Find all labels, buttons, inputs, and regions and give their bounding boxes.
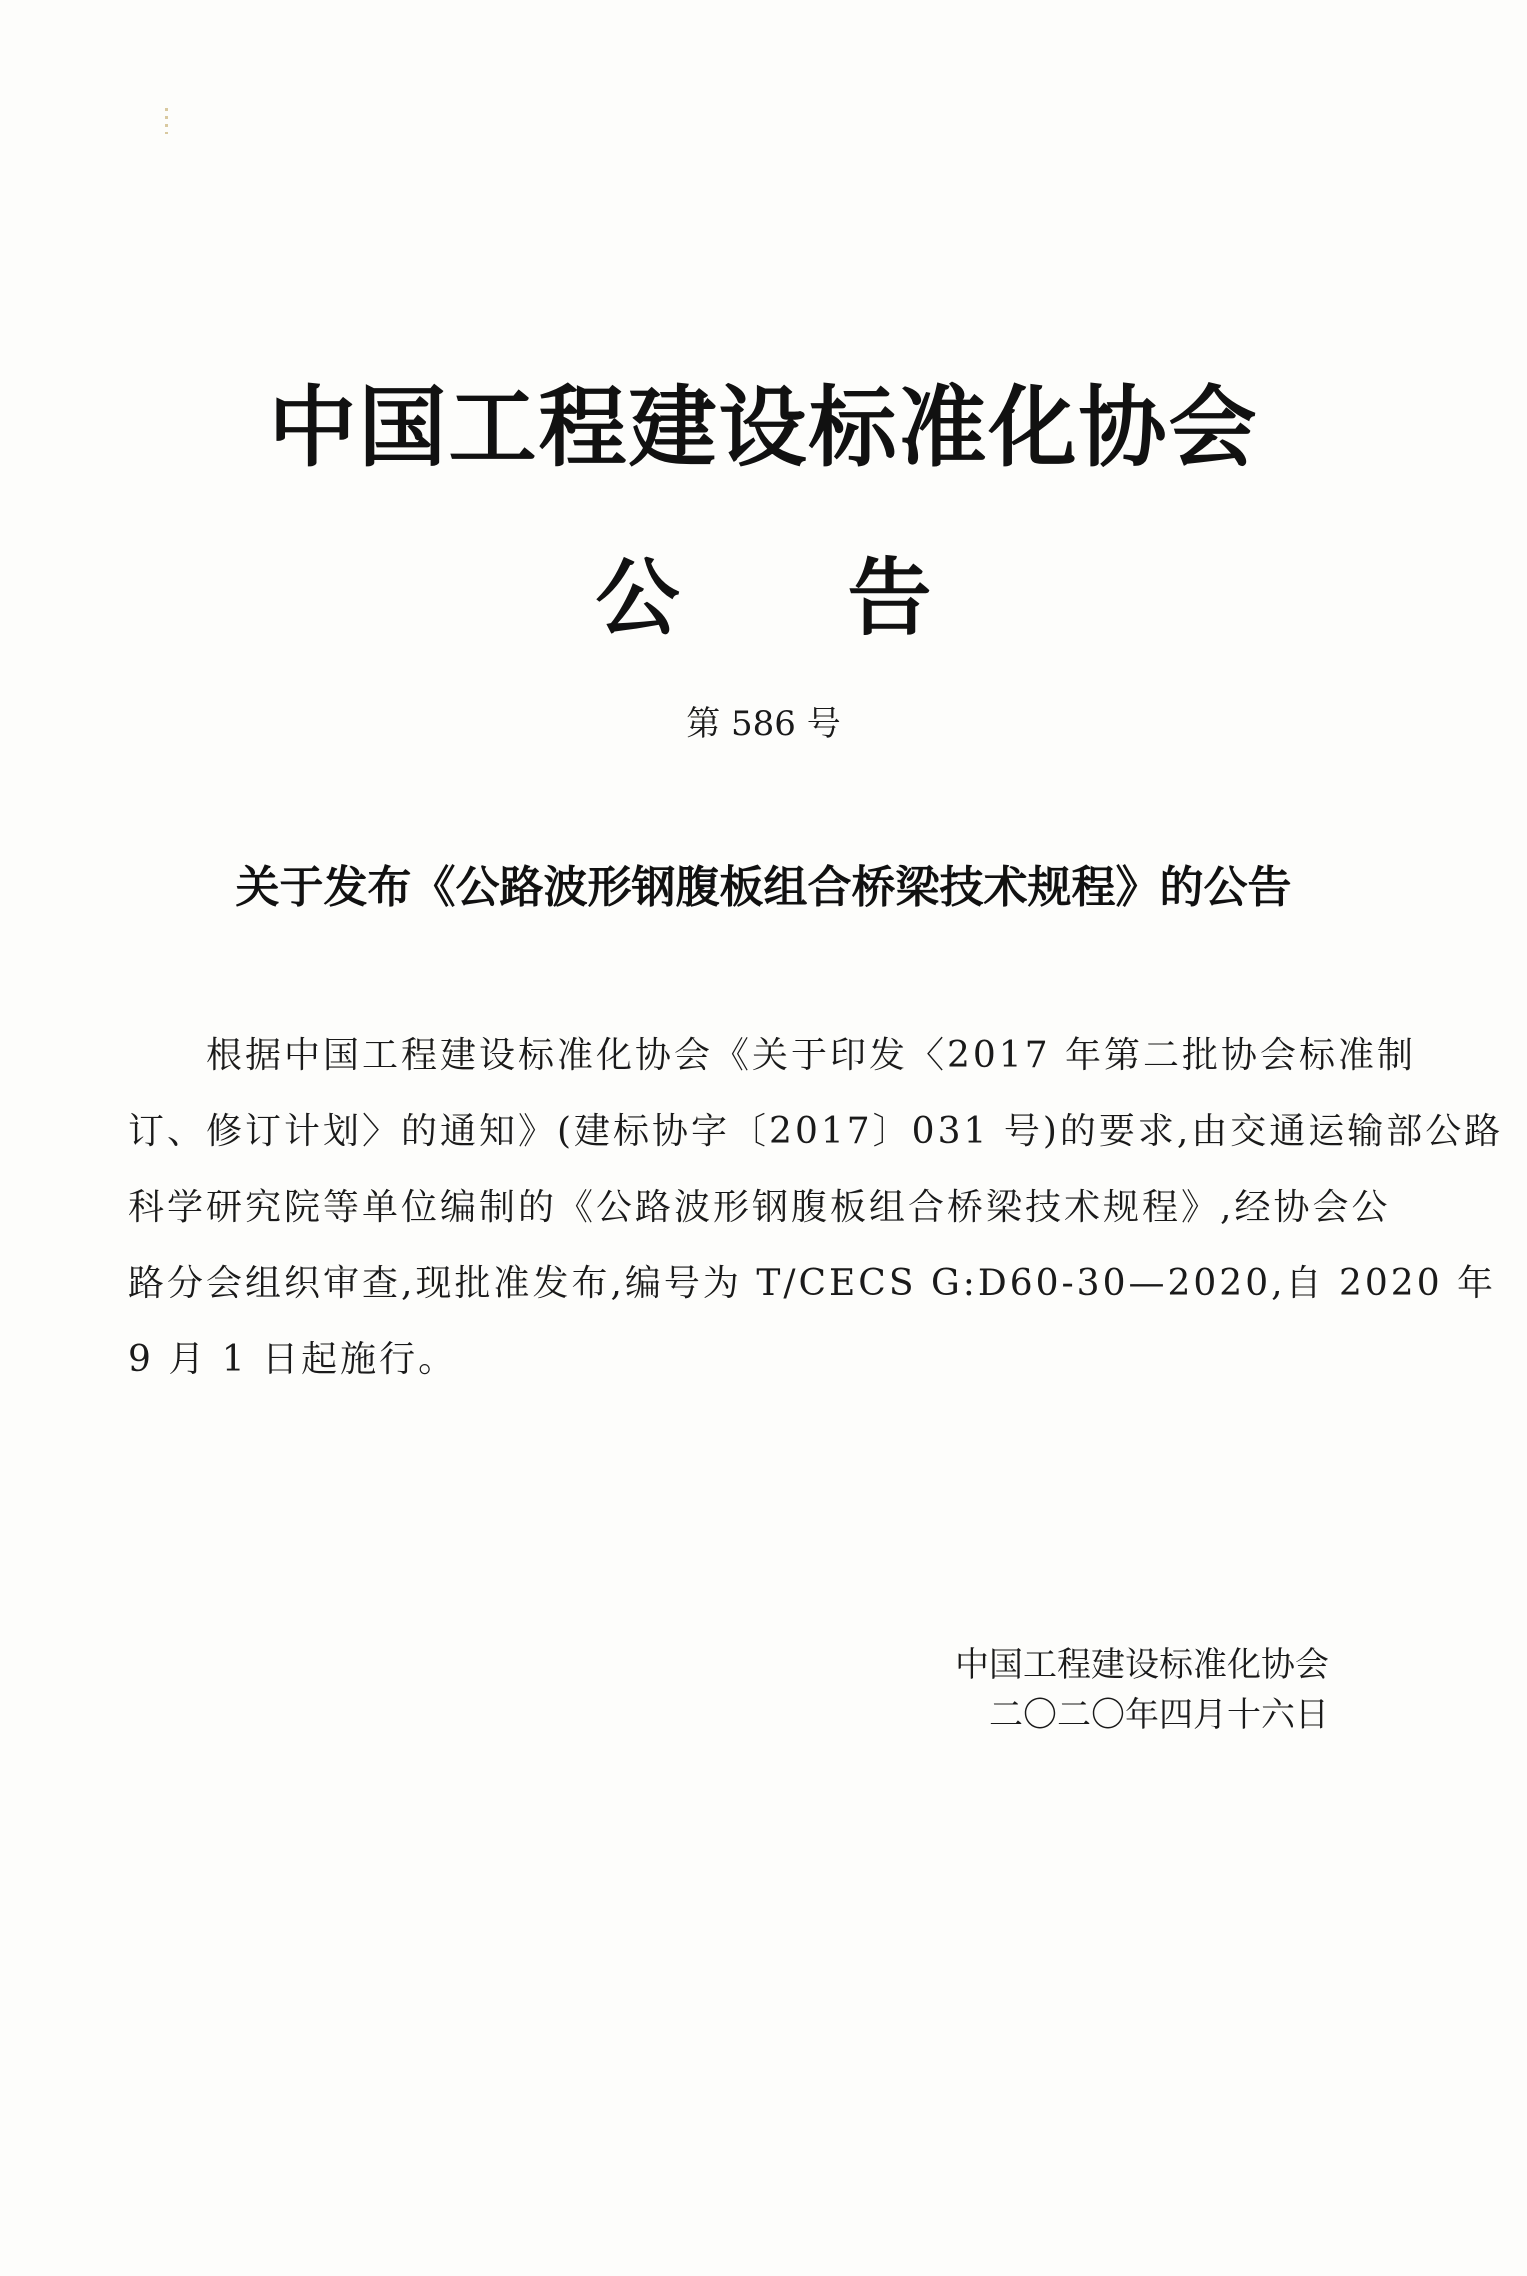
organization-title: 中国工程建设标准化协会 [268, 376, 1259, 479]
notice-body [128, 1018, 1504, 1398]
notice-subject: 关于发布《公路波形钢腹板组合桥梁技术规程》的公告 [235, 862, 1292, 913]
notice-heading-char-1: 公 [595, 549, 680, 647]
body-line-2: 订、修订计划〉的通知》(建标协字〔2017〕031 号)的要求,由交通运输部公路 [128, 1111, 1504, 1152]
body-line-5: 9 月 1 日起施行。 [128, 1339, 458, 1380]
notice-number: 第 586 号 [686, 704, 841, 744]
signature-date: 二〇二〇年四月十六日 [989, 1695, 1329, 1735]
scan-mark [165, 108, 168, 134]
notice-heading [0, 548, 1527, 648]
notice-heading-char-2: 告 [847, 549, 932, 647]
signature-block [955, 1640, 1329, 1740]
body-line-3: 科学研究院等单位编制的《公路波形钢腹板组合桥梁技术规程》,经协会公 [128, 1187, 1391, 1228]
body-line-4: 路分会组织审查,现批准发布,编号为 T/CECS G:D60-30—2020,自 2020 年 [128, 1263, 1497, 1304]
signature-issuer: 中国工程建设标准化协会 [955, 1645, 1329, 1685]
body-line-1: 根据中国工程建设标准化协会《关于印发〈2017 年第二批协会标准制 [206, 1035, 1417, 1076]
